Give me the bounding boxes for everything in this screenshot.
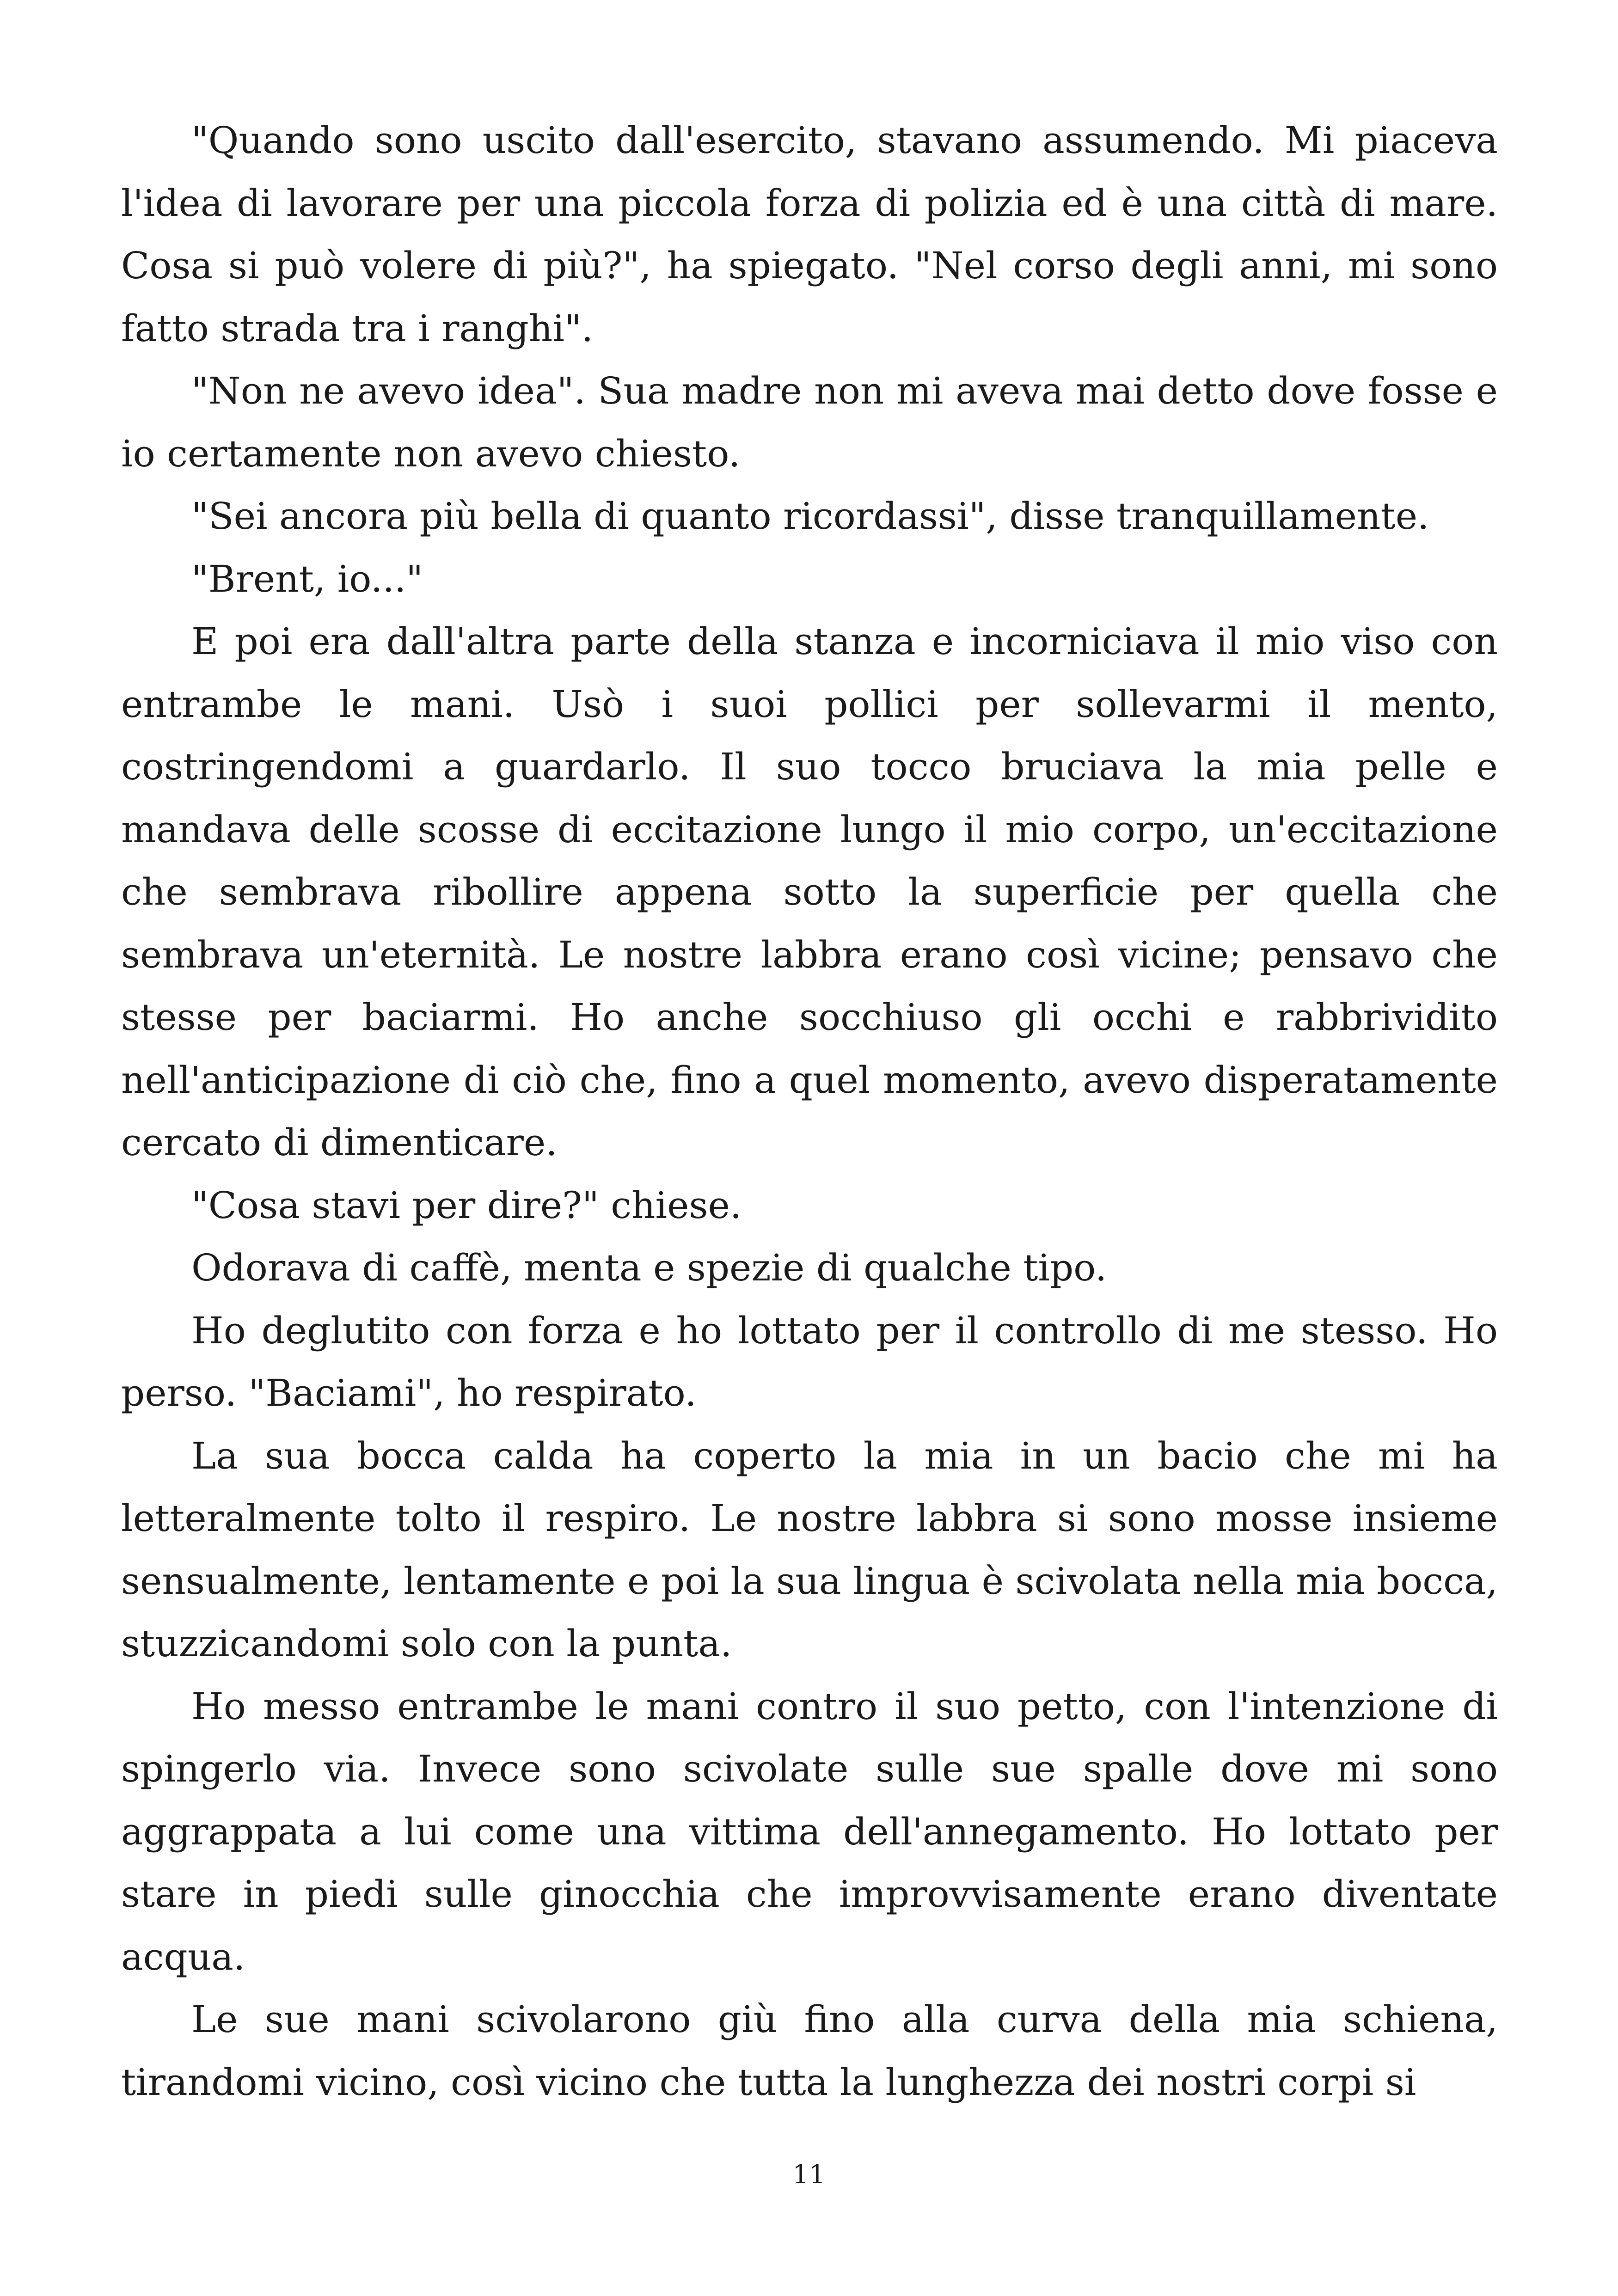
paragraph: Odorava di caffè, menta e spezie di qualche tipo. [191, 1246, 1107, 1289]
paragraph: Ho messo entrambe le mani contro il suo petto, con l'intenzione di spingerlo via. Invece sono scivolate sulle sue spalle dove mi sono aggrappata a lui come una vittima dell'annegamento. Ho lottato per stare in piedi sulle ginocchia che improvvisamente erano diventate acqua. [121, 1684, 1498, 1978]
page-number: 11 [792, 2160, 826, 2190]
paragraph: "Cosa stavi per dire?" chiese. [191, 1183, 742, 1227]
body-text [121, 109, 1498, 2113]
paragraph: "Brent, io..." [191, 557, 423, 600]
paragraph: La sua bocca calda ha coperto la mia in un bacio che mi ha letteralmente tolto il respiro. Le nostre labbra si sono mosse insieme sensualmente, lentamente e poi la sua lingua è scivolata nella mia bocca, stuzzicandomi solo con la punta. [121, 1434, 1498, 1665]
paragraph: Ho deglutito con forza e ho lottato per il controllo di me stesso. Ho perso. "Baciami", ho respirato. [121, 1309, 1498, 1414]
paragraph: "Quando sono uscito dall'esercito, stavano assumendo. Mi piaceva l'idea di lavorare per una piccola forza di polizia ed è una città di mare. Cosa si può volere di più?", ha spiegato. "Nel corso degli anni, mi sono fatto strada tra i ranghi". [121, 119, 1498, 350]
paragraph: "Non ne avevo idea". Sua madre non mi aveva mai detto dove fosse e io certamente non avevo chiesto. [121, 369, 1498, 475]
paragraph: E poi era dall'altra parte della stanza e incorniciava il mio viso con entrambe le mani. Usò i suoi pollici per sollevarmi il mento, costringendomi a guardarlo. Il suo tocco bruciava la mia pelle e mandava delle scosse di eccitazione lungo il mio corpo, un'eccitazione che sembrava ribollire appena sotto la superficie per quella che sembrava un'eternità. Le nostre labbra erano così vicine; pensavo che stesse per baciarmi. Ho anche socchiuso gli occhi e rabbrividito nell'anticipazione di ciò che, fino a quel momento, avevo disperatamente cercato di dimenticare. [121, 620, 1498, 1164]
paragraph: Le sue mani scivolarono giù fino alla curva della mia schiena, tirandomi vicino, così vicino che tutta la lunghezza dei nostri corpi si [121, 1998, 1498, 2104]
paragraph: "Sei ancora più bella di quanto ricordassi", disse tranquillamente. [191, 495, 1429, 538]
